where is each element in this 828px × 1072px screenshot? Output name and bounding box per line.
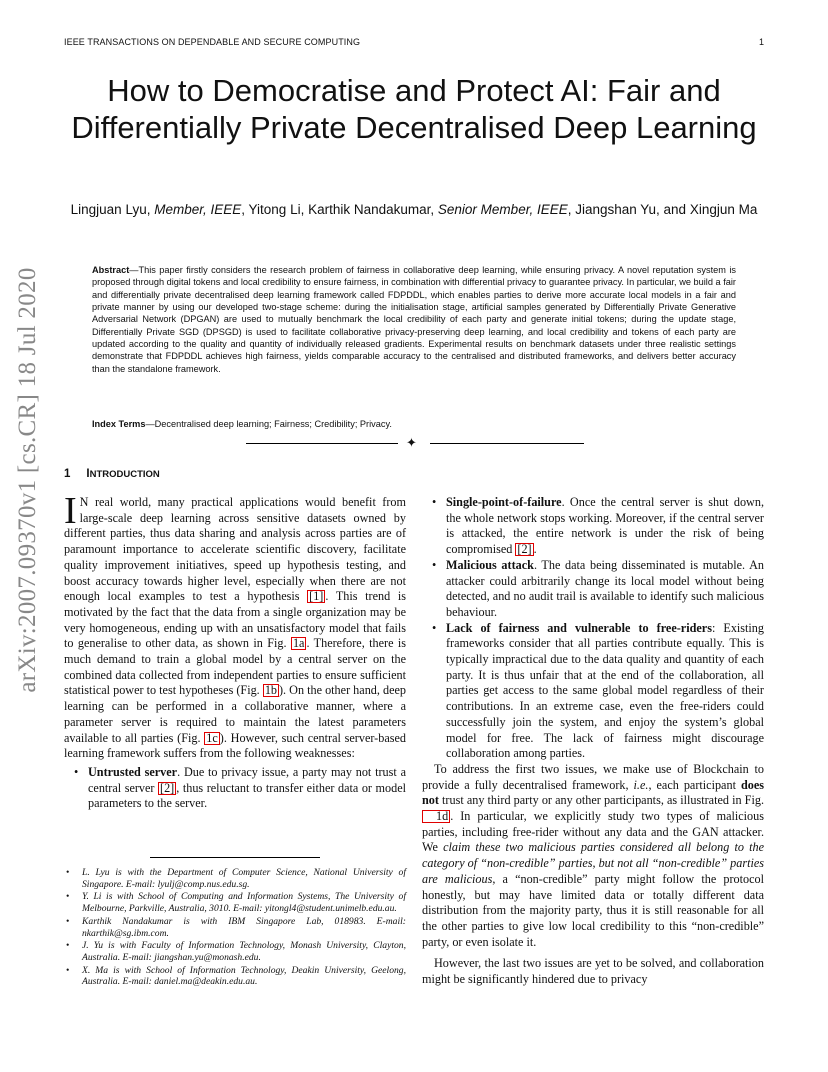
citation-link[interactable]: [2]	[517, 542, 532, 557]
section-separator	[246, 436, 584, 450]
author-role-senior-member: Senior Member, IEEE	[437, 202, 568, 217]
dropcap-letter: I	[64, 490, 77, 532]
paragraph-text: does not	[422, 777, 764, 808]
footnote-rule	[150, 857, 320, 858]
figure-link[interactable]: 1c	[206, 730, 218, 745]
paragraph-text: real world, many practical applications would benefit from large-scale deep learning across sensitive datasets owned by different parties, thus data sharing and analysis across parties are of paramount importance to accelerate scientific discovery, facilitate quality improvement initiatives, speed up hypothesis testing, and boost accuracy towards higher level, especially when there are not enough local examples to test a hypothesis	[64, 495, 406, 604]
bullet-text: .	[533, 542, 537, 557]
paragraph-text: . In particular, we explicitly study two types of malicious parties, including free-rider without any data and the GAN attacker. We	[422, 809, 764, 855]
section-title-initial: I	[86, 468, 90, 480]
section-number: 1	[64, 468, 71, 480]
list-item	[446, 621, 764, 762]
bullet-text: , thus reluctant to transfer either data or model parameters to the server.	[88, 780, 406, 811]
arxiv-identifier: arXiv:2007.09370v1 [cs.CR] 18 Jul 2020	[14, 267, 41, 693]
footnote: • Karthik Nandakumar is with IBM Singapore Lab, 018983. E-mail: nkarthik@sg.ibm.com.	[64, 916, 406, 939]
right-column	[422, 495, 764, 988]
footnote: • Y. Li is with School of Computing and Information Systems, The University of Melbourne, Parkville, Australia, 3010. E-mail: yitongl4@student.unimelb.edu.au.	[64, 891, 406, 914]
footnote: • L. Lyu is with the Department of Computer Science, National University of Singapore. E-mail: lyulj@comp.nus.edu.sg.	[64, 867, 406, 890]
intro-paragraph-3: However, the last two issues are yet to be solved, and collaboration might be significantly hindered due to privacy	[422, 956, 764, 987]
bullet-text: . Due to privacy issue, a party may not trust a central server	[88, 764, 406, 795]
index-terms-label: Index Terms	[92, 419, 146, 429]
paragraph-text: ). On the other hand, deep learning can be performed in a collaborative manner, where a parameter server is required to maintain the latest parameters available to all parties (Fig.	[64, 683, 406, 745]
separator-line-right	[430, 443, 584, 444]
paragraph-text: i.e.	[633, 777, 649, 792]
bullet-text: . Once the central server is shut down, the whole network stops working. Moreover, if the central server is attacked, the entire network is under the risk of being compromised	[446, 495, 764, 557]
figure-link[interactable]: 1b	[264, 683, 277, 698]
citation-link[interactable]: [2]	[160, 780, 175, 795]
author-lyu: Lingjuan Lyu,	[70, 202, 151, 217]
paragraph-text: trust any third party or any other participants, as illustrated in Fig.	[438, 793, 764, 808]
bullet-title: Untrusted server	[88, 764, 178, 779]
separator-diamond-icon: ✦	[406, 435, 417, 450]
abstract-label: Abstract	[92, 265, 130, 275]
abstract-text: —This paper firstly considers the research problem of fairness in collaborative deep learning, while ensuring privacy. A novel reputation system is proposed through digital tokens and local credibility to ensure fairness, in combination with differential privacy to guarantee privacy. In particular, we build a fair and differentially private decentralised deep learning framework called FDPDDL, which enables parties to derive more accurate local models in a fair and private manner by using our developed two-stage scheme: during the initialisation stage, artificial samples generated by Differentially Private Generative Adversarial Network (DPGAN) are used to mutually benchmark the local credibility of each party and generate initial tokens; during the update stage, Differentially Private SGD (DPSGD) is used to facilitate collaborative privacy-preserving deep learning, and local credibility and tokens of each party are updated according to the quality and quantity of individually released gradients. Experimental results on benchmark datasets under three realistic settings demonstrate that FDPDDL achieves high fairness, yields comparable accuracy to the centralised and distributed frameworks, and delivers better accuracy than the standalone framework.	[92, 265, 736, 374]
paragraph-text: . This trend is motivated by the fact that the data from a single organization may be very homogeneous, ending up with an unsatisfactory model that fails to generalise to other data, as shown in Fig.	[64, 589, 406, 651]
figure-link[interactable]: 1a	[292, 636, 305, 651]
page-number: 1	[758, 37, 764, 47]
bullet-title: Malicious attack	[446, 557, 534, 572]
arxiv-stamp	[2, 267, 54, 693]
author-names-middle: , Yitong Li, Karthik Nandakumar,	[241, 202, 435, 217]
footnotes	[64, 867, 406, 989]
index-terms	[92, 418, 736, 430]
intro-paragraph-2	[422, 762, 764, 950]
lead-letters: N	[79, 495, 89, 509]
paragraph-text: ). However, such central server-based learning framework suffers from the following weaknesses:	[64, 730, 406, 761]
paragraph-text: , each participant	[648, 777, 741, 792]
bullet-text: . The data being disseminated is mutable. An attacker could arbitrarily change its local model without being detected, and no audit trail is available to identify such malicious behaviour.	[446, 557, 764, 619]
footnote: • X. Ma is with School of Information Technology, Deakin University, Geelong, Australia. E-mail: daniel.ma@deakin.edu.au.	[64, 965, 406, 988]
figure-link[interactable]: 1d	[422, 810, 450, 823]
footnote: • J. Yu is with Faculty of Information Technology, Monash University, Clayton, Australia. E-mail: jiangshan.yu@monash.edu.	[64, 940, 406, 963]
intro-paragraph-1	[64, 490, 406, 762]
index-terms-text: —Decentralised deep learning; Fairness; Credibility; Privacy.	[145, 419, 392, 429]
author-list	[64, 201, 764, 219]
list-item	[446, 495, 764, 558]
paragraph-text: claim these two malicious parties considered all belong to the category of “non-credible” parties, but not all “non-credible” parties are malicious	[422, 840, 765, 886]
paragraph-text: . Therefore, there is much demand to train a global model by a central server on the combined data collected from independent parties to ensure sufficient statistical power to test hypotheses (Fig.	[64, 636, 406, 698]
running-head: IEEE TRANSACTIONS ON DEPENDABLE AND SECURE COMPUTING	[64, 37, 361, 47]
weakness-list	[64, 765, 406, 812]
paper-title: How to Democratise and Protect AI: Fair and Differentially Private Decentralised Deep Learning	[71, 73, 757, 145]
author-names-tail: , Jiangshan Yu, and Xingjun Ma	[567, 202, 758, 217]
citation-link[interactable]: [1]	[309, 589, 324, 604]
section-heading	[64, 468, 160, 480]
left-column	[64, 490, 406, 812]
separator-line-left	[246, 443, 398, 444]
bullet-title: Lack of fairness and vulnerable to free-riders	[446, 620, 712, 635]
author-role-member: Member, IEEE	[154, 202, 242, 217]
section-title-rest: NTRODUCTION	[89, 469, 160, 480]
weakness-list-continued	[422, 495, 764, 762]
paragraph-text: , a “non-credible” party might follow the protocol honestly, but may have limited data or totally different data distribution from the majority party, thus it is still reasonable for all the other parties to give low local credibility to this “non-credible” party, or even isolate it.	[422, 871, 765, 949]
paragraph-text: To address the first two issues, we make use of Blockchain to provide a fully decentralised framework,	[422, 761, 764, 792]
abstract	[92, 264, 736, 375]
bullet-title: Single-point-of-failure	[446, 495, 562, 509]
bullet-text: : Existing frameworks consider that all parties contribute equally. This is typically impractical due to the data quality and quantity of each party. It is thus unfair that at the end of the collaboration, all parties get access to the same global model regardless of their contributions. In an extreme case, even the free-riders could successfully join the system, and enjoy the system’s global model for free. The lack of fairness might discourage collaboration among parties.	[446, 620, 764, 761]
list-item	[446, 558, 764, 621]
list-item	[88, 765, 406, 812]
